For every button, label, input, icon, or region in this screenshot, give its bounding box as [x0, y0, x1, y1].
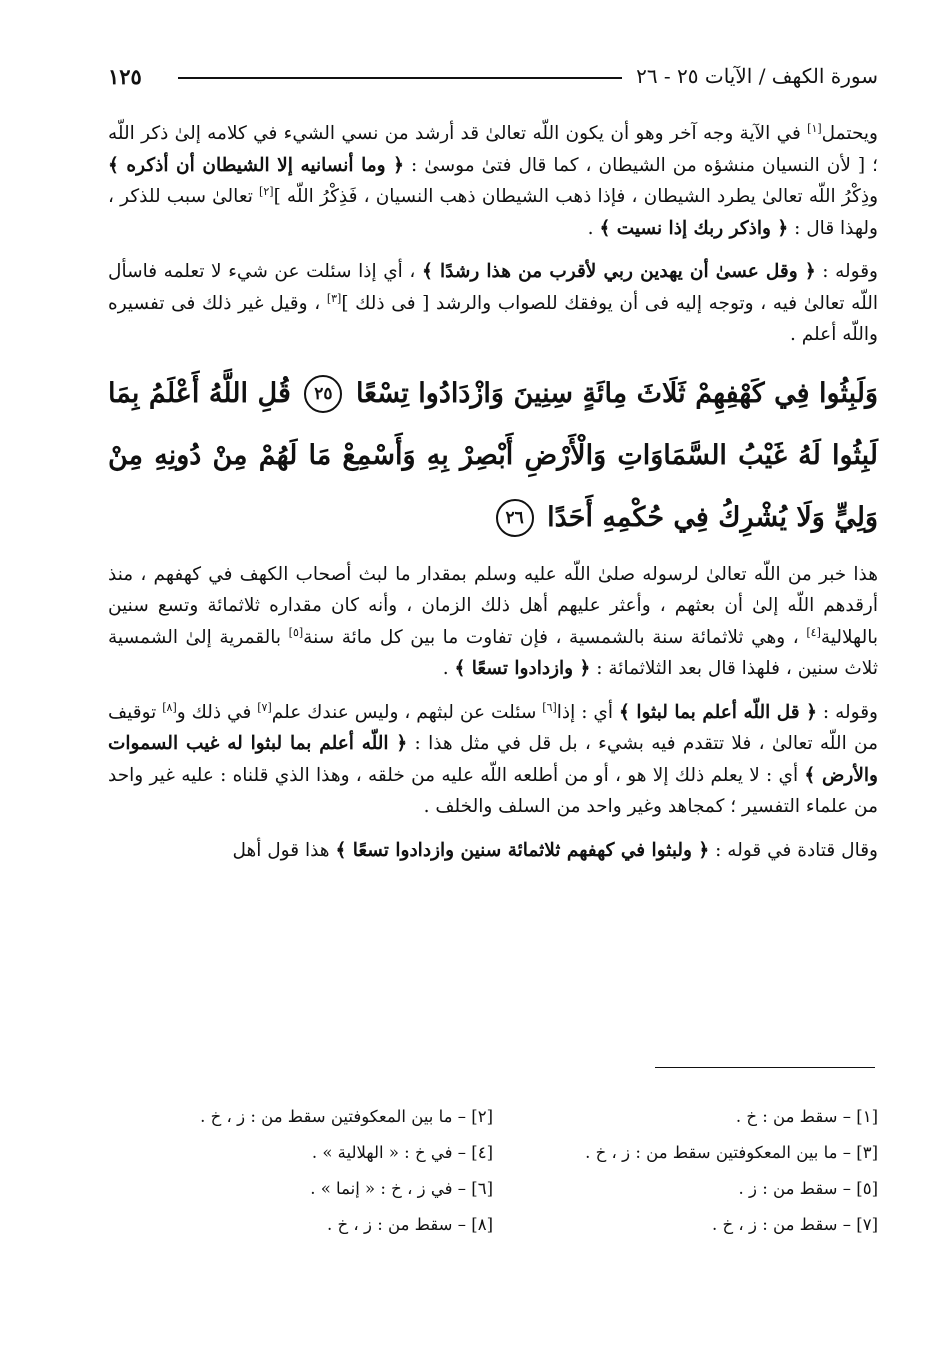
quran-verses [108, 363, 878, 549]
page-header [108, 58, 878, 94]
paragraph-2 [108, 256, 878, 351]
text: وقوله : [816, 701, 878, 723]
text: بالقمرية إلىٰ الشمسية ثلاث سنين ، فلهذا قال بعد الثلاثمائة : [108, 626, 878, 679]
ayah-number-26: ٢٦ [496, 499, 534, 537]
text: أي : لا يعلم ذلك إلا هو ، أو من أطلعه اللّه عليه من خلقه ، وهذا الذي قلناه : عليه غير واحد من علماء التفسير ؛ كمجاهد وغير واحد من السلف والخلف . [108, 764, 878, 817]
text: وقوله : [815, 261, 878, 282]
quran-quote: ﴿ وما أنسانيه إلا الشيطان أن أذكره ﴾ [108, 154, 404, 176]
text: في ذلك و [176, 701, 258, 723]
footnote-2: [٢] – ما بين المعكوفتين سقط من : ز ، خ . [200, 1106, 493, 1126]
page-number: ١٢٥ [108, 63, 142, 89]
footnote-rule [655, 1067, 875, 1068]
text: . [587, 217, 600, 239]
text: ، أي إذا سئلت عن شيء لا تعلمه فاسأل اللّه تعالىٰ فيه ، وتوجه إليه فى أن يوفقك للصواب والرشد [ فى ذلك ] [108, 261, 878, 314]
text: في الآية وجه آخر وهو أن يكون اللّه تعالىٰ قد أرشد من نسي الشيء في كلامه إلىٰ ذكر اللّه ؛ [ لأن النسيان منشؤه من الشيطان ، كما قال فتىٰ موسىٰ : [108, 123, 878, 176]
running-title: سورة الكهف / الآيات ٢٥ - ٢٦ [636, 64, 878, 88]
footnote-3: [٣] – ما بين المعكوفتين سقط من : ز ، خ . [585, 1142, 878, 1162]
footnote-ref: [٦] [542, 700, 557, 714]
footnote-ref: [١] [807, 121, 822, 135]
text: توقيف من اللّه تعالىٰ ، فلا تتقدم فيه بشيء ، بل قل في مثل هذا : [108, 701, 878, 754]
text: هذا قول أهل [232, 839, 336, 861]
verse-26: قُلِ اللَّهُ أَعْلَمُ بِمَا لَبِثُوا لَهُ غَيْبُ السَّمَاوَاتِ وَالْأَرْضِ أَبْصِرْ بِهِ وَأَسْمِعْ مَا لَهُمْ مِنْ دُونِهِ مِنْ وَلِيٍّ وَلَا يُشْرِكُ فِي حُكْمِهِ أَحَدًا [108, 377, 878, 533]
text: ويحتمل [821, 123, 878, 144]
text: وقال قتادة في قوله : [709, 839, 878, 861]
footnote-ref: [٥] [288, 625, 304, 639]
footnote-row [108, 1170, 878, 1206]
footnote-row [108, 1098, 878, 1134]
text: ، وقيل غير ذلك فى تفسيره واللّه أعلم . [108, 292, 878, 345]
ayah-number-25: ٢٥ [304, 375, 342, 413]
footnote-6: [٦] – في ز ، خ : « إنما » . [310, 1178, 493, 1198]
footnote-ref: [٤] [806, 625, 821, 639]
footnotes [108, 1098, 878, 1242]
quran-quote: ﴿ وازدادوا تسعًا ﴾ [454, 658, 591, 679]
text: تعالىٰ سبب للذكر ، ولهذا قال : [108, 186, 878, 239]
footnote-ref: [٨] [162, 700, 177, 714]
footnote-row [108, 1206, 878, 1242]
footnote-ref: [٢] [259, 184, 274, 198]
footnote-8: [٨] – سقط من : ز ، خ . [327, 1214, 493, 1234]
footnote-7: [٧] – سقط من : ز ، خ . [712, 1214, 878, 1234]
text: أي : إذا [556, 701, 619, 723]
paragraph-3 [108, 559, 878, 685]
footnote-5: [٥] – سقط من : ز . [738, 1178, 878, 1198]
footnote-row [108, 1134, 878, 1170]
header-rule [178, 77, 622, 79]
quran-quote: ﴿ وقل عسىٰ أن يهدين ربي لأقرب من هذا رشدًا ﴾ [421, 261, 816, 282]
footnote-ref: [٧] [257, 700, 272, 714]
text: هذا خبر من اللّه تعالىٰ لرسوله صلىٰ اللّه عليه وسلم بمقدار ما لبث أصحاب الكهف في كهفهم ، منذ أرقدهم اللّه إلىٰ أن بعثهم ، وأعثر عليهم أهل ذلك الزمان ، وأنه كان مقداره ثلاثمائة وتسع سنين بالهلالية [108, 563, 878, 648]
footnote-ref: [٣] [326, 291, 342, 305]
footnote-1: [١] – سقط من : خ . [735, 1106, 878, 1126]
paragraph-1 [108, 118, 878, 244]
footnote-4: [٤] – في خ : « الهلالية » . [311, 1142, 493, 1162]
paragraph-4 [108, 697, 878, 823]
text: وذِكْرُ اللّه تعالىٰ يطرد الشيطان ، فإذا ذهب الشيطان ذهب النسيان ، فَذِكْرُ اللّه ] [273, 186, 878, 207]
paragraph-5 [108, 835, 878, 867]
page-body [108, 118, 878, 878]
verse-25: وَلَبِثُوا فِي كَهْفِهِمْ ثَلَاثَ مِائَةٍ سِنِينَ وَازْدَادُوا تِسْعًا [355, 377, 878, 409]
quran-quote: ﴿ اللّه أعلم بما لبثوا له غيب السموات والأرض ﴾ [108, 733, 878, 786]
text: . [442, 658, 455, 679]
text: سئلت عن لبثهم ، وليس عندك علم [271, 701, 543, 723]
quran-quote: ﴿ قل اللّه أعلم بما لبثوا ﴾ [619, 701, 817, 723]
quran-quote: ﴿ ولبثوا في كهفهم ثلاثمائة سنين وازدادوا تسعًا ﴾ [335, 839, 710, 861]
text: ، وهي ثلاثمائة سنة بالشمسية ، فإن تفاوت ما بين كل مائة سنة [303, 626, 807, 648]
quran-quote: ﴿ واذكر ربك إذا نسيت ﴾ [599, 217, 789, 239]
